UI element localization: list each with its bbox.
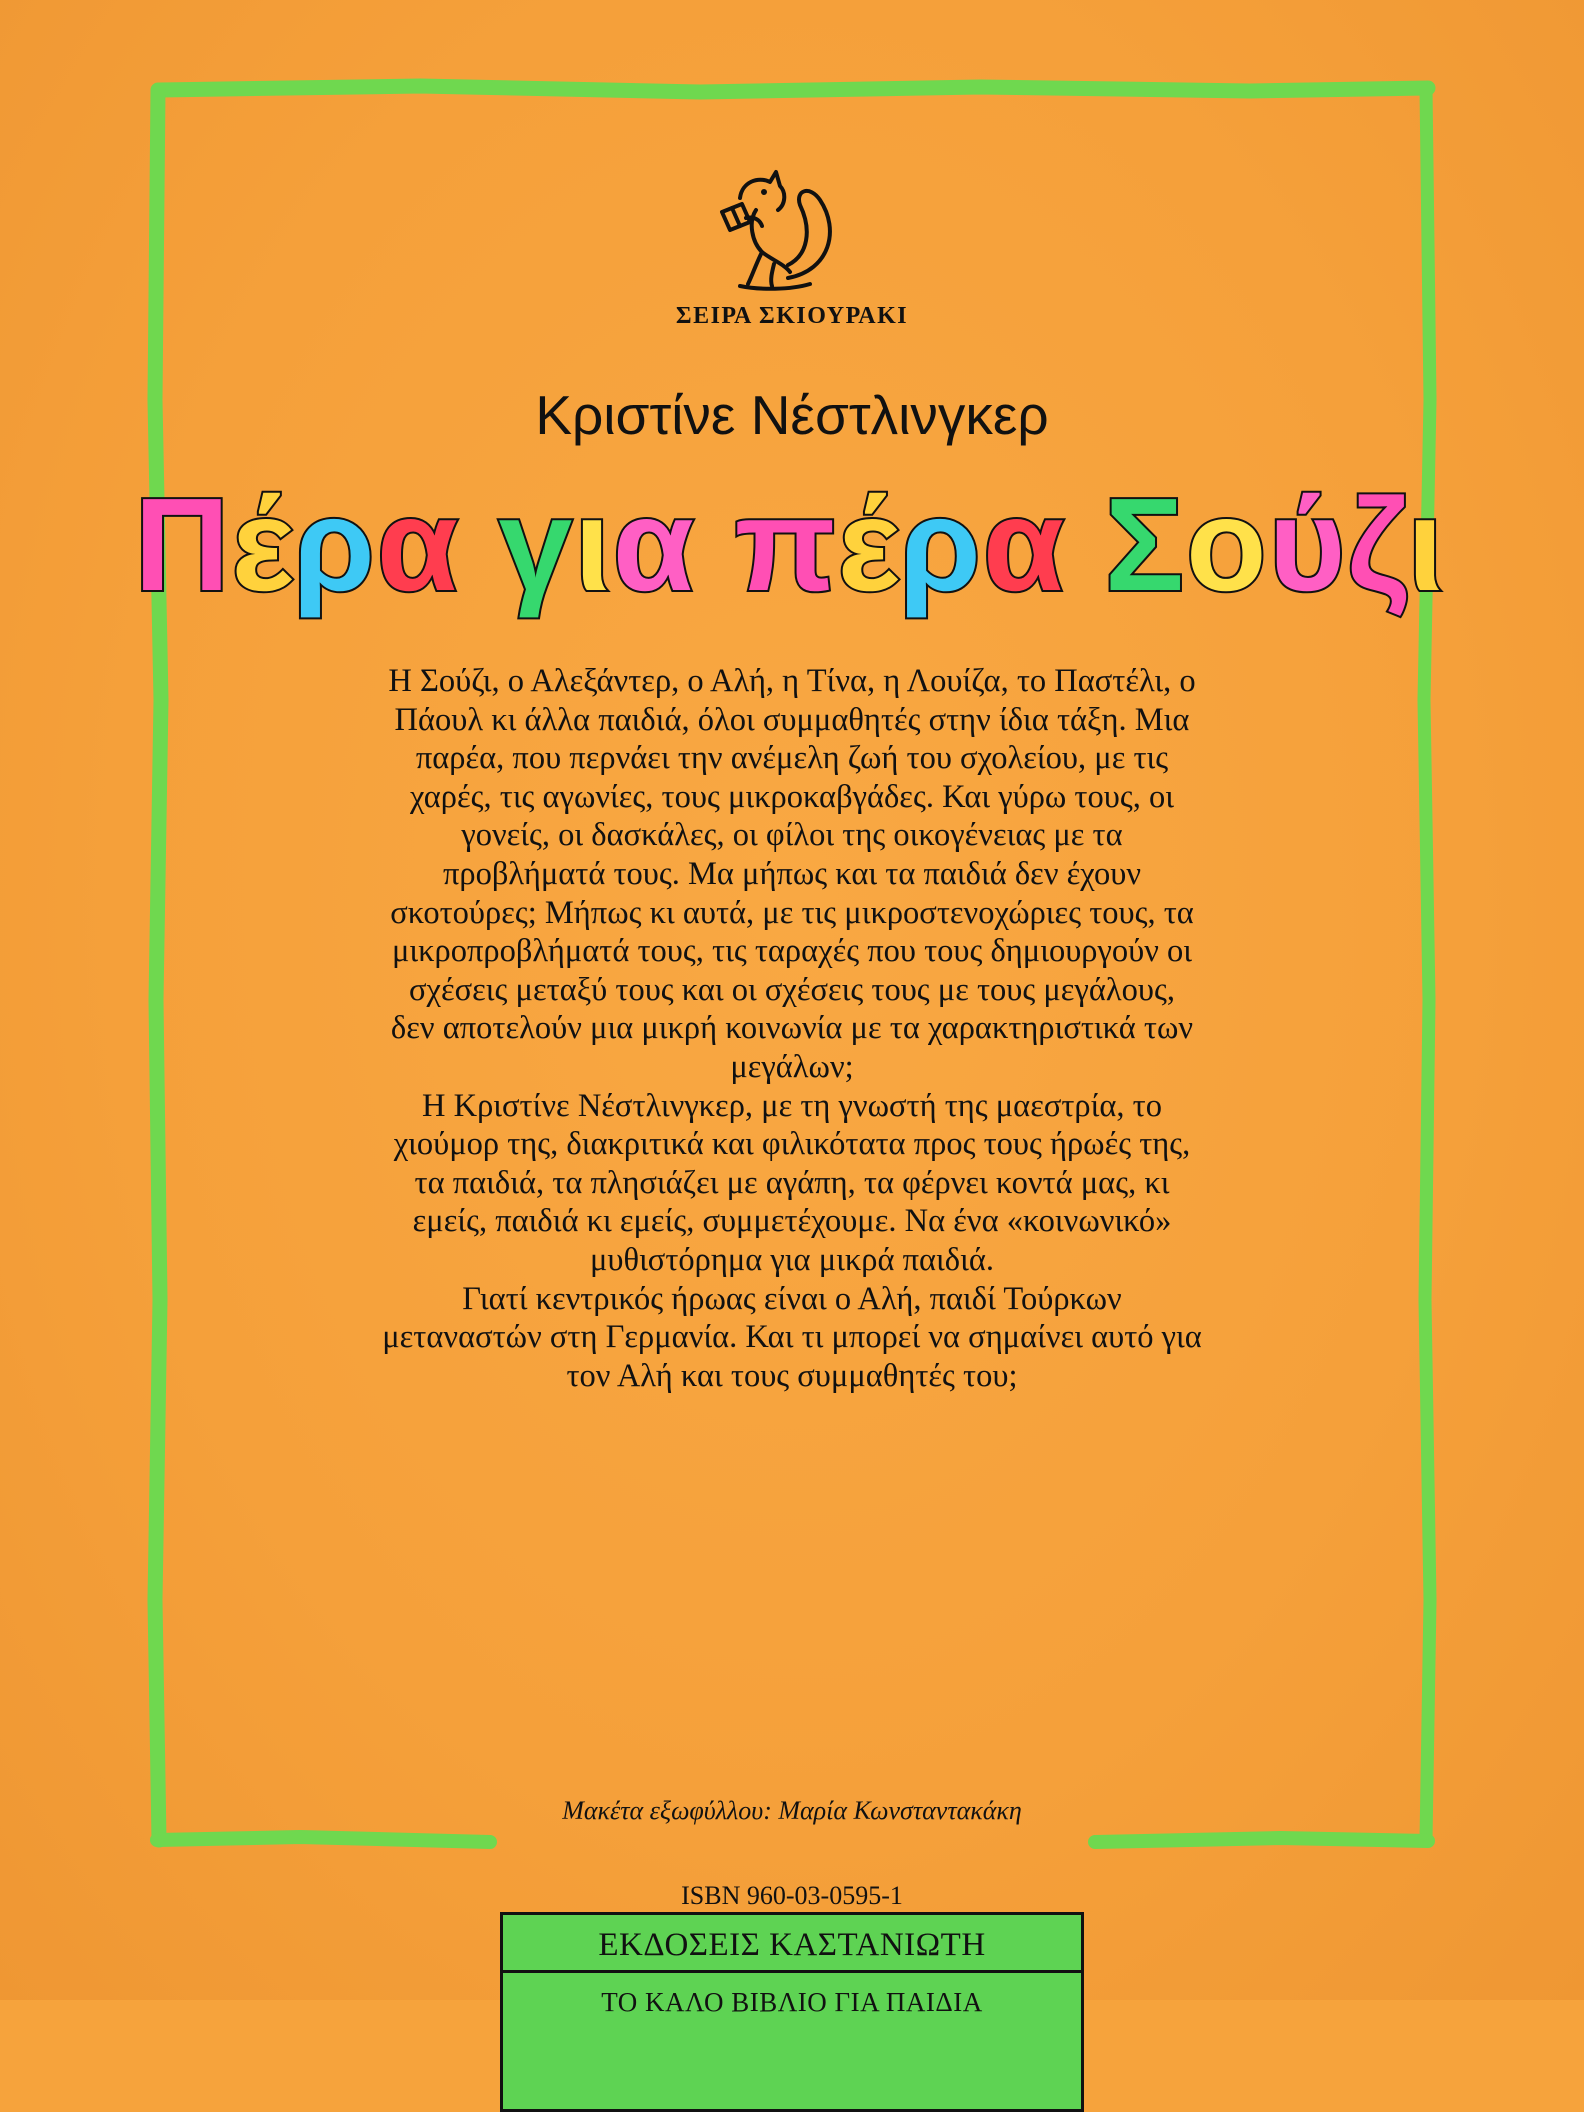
description-line: εμείς, παιδιά κι εμείς, συμμετέχουμε. Να ένα «κοινωνικό» xyxy=(412,1203,1172,1240)
title-space xyxy=(460,471,499,618)
description-line: Πάουλ κι άλλα παιδιά, όλοι συμμαθητές στην ίδια τάξη. Μια xyxy=(394,701,1190,738)
description-line: σχέσεις μεταξύ τους και οι σχέσεις τους με τους μεγάλους, xyxy=(409,971,1175,1008)
description-line: παρέα, που περνάει την ανέμελη ζωή του σχολείου, με τις xyxy=(415,740,1169,777)
title-letter: Σ xyxy=(1104,471,1186,618)
title-letter: ζ xyxy=(1347,471,1408,618)
publisher-box xyxy=(500,1912,1084,2112)
squirrel-reading-icon xyxy=(700,160,850,300)
description-line: μεγάλων; xyxy=(730,1048,854,1085)
title-letter: ο xyxy=(1185,471,1269,618)
title-letter: α xyxy=(612,471,696,618)
description-line: χιούμορ της, διακριτικά και φιλικότατα προς τους ήρωές της, xyxy=(393,1126,1191,1163)
publisher-slogan: ΤΟ ΚΑΛΟ ΒΙΒΛΙΟ ΓΙΑ ΠΑΙΔΙΑ xyxy=(601,1987,983,2017)
title-letter: ι xyxy=(574,471,613,618)
title-space xyxy=(1066,471,1105,618)
title-letter: έ xyxy=(231,471,294,618)
series-label: ΣΕΙΡΑ ΣΚΙΟΥΡΑΚΙ xyxy=(675,303,909,329)
title-letter: ύ xyxy=(1268,471,1348,618)
description-line: μυθιστόρημα για μικρά παιδιά. xyxy=(589,1241,994,1278)
description-line: μεταναστών στη Γερμανία. Και τι μπορεί να σημαίνει αυτό για xyxy=(382,1319,1202,1356)
title-letter: Π xyxy=(134,471,232,618)
title-letter: ρ xyxy=(899,471,983,618)
title-letter: έ xyxy=(837,471,900,618)
isbn: ISBN 960-03-0595-1 xyxy=(681,1881,903,1910)
book-title-text xyxy=(134,471,1446,618)
title-space xyxy=(696,471,735,618)
cover-design-credit: Μακέτα εξωφύλλου: Μαρία Κωνσταντακάκη xyxy=(562,1796,1022,1825)
description-line: Η Σούζι, ο Αλεξάντερ, ο Αλή, η Τίνα, η Λουίζα, το Παστέλι, ο xyxy=(388,663,1196,699)
title-letter: γ xyxy=(498,471,575,618)
title-letter: α xyxy=(376,471,460,618)
description-line: Γιατί κεντρικός ήρωας είναι ο Αλή, παιδί Τούρκων xyxy=(462,1280,1122,1317)
description-line: δεν αποτελούν μια μικρή κοινωνία με τα χαρακτηριστικά των xyxy=(390,1010,1194,1047)
description-line: γονείς, οι δασκάλες, οι φίλοι της οικογένειας με τα xyxy=(461,817,1123,854)
title-letter: π xyxy=(734,471,838,618)
description-line: τον Αλή και τους συμμαθητές του; xyxy=(566,1357,1018,1394)
description-line: Η Κριστίνε Νέστλινγκερ, με τη γνωστή της μαεστρία, το xyxy=(422,1087,1162,1124)
title-letter: ι xyxy=(1407,471,1446,618)
book-title xyxy=(134,465,1446,630)
description-line: τα παιδιά, τα πλησιάζει με αγάπη, τα φέρνει κοντά μας, κι xyxy=(414,1164,1170,1201)
book-description xyxy=(270,662,1314,1395)
title-letter: ρ xyxy=(293,471,377,618)
description-line: μικροπροβλήματά τους, τις ταραχές που τους δημιουργούν οι xyxy=(391,933,1193,970)
author-name: Κριστίνε Νέστλινγκερ xyxy=(535,384,1049,446)
description-line: σκοτούρες; Μήπως κι αυτά, με τις μικροστενοχώριες τους, τα xyxy=(390,894,1194,931)
publisher-name: ΕΚΔΟΣΕΙΣ ΚΑΣΤΑΝΙΩΤΗ xyxy=(503,1915,1081,1973)
title-letter: α xyxy=(982,471,1067,618)
description-line: χαρές, τις αγωνίες, τους μικροκαβγάδες. Και γύρω τους, οι xyxy=(410,778,1174,815)
description-line: προβλήματά τους. Μα μήπως και τα παιδιά δεν έχουν xyxy=(442,855,1142,892)
